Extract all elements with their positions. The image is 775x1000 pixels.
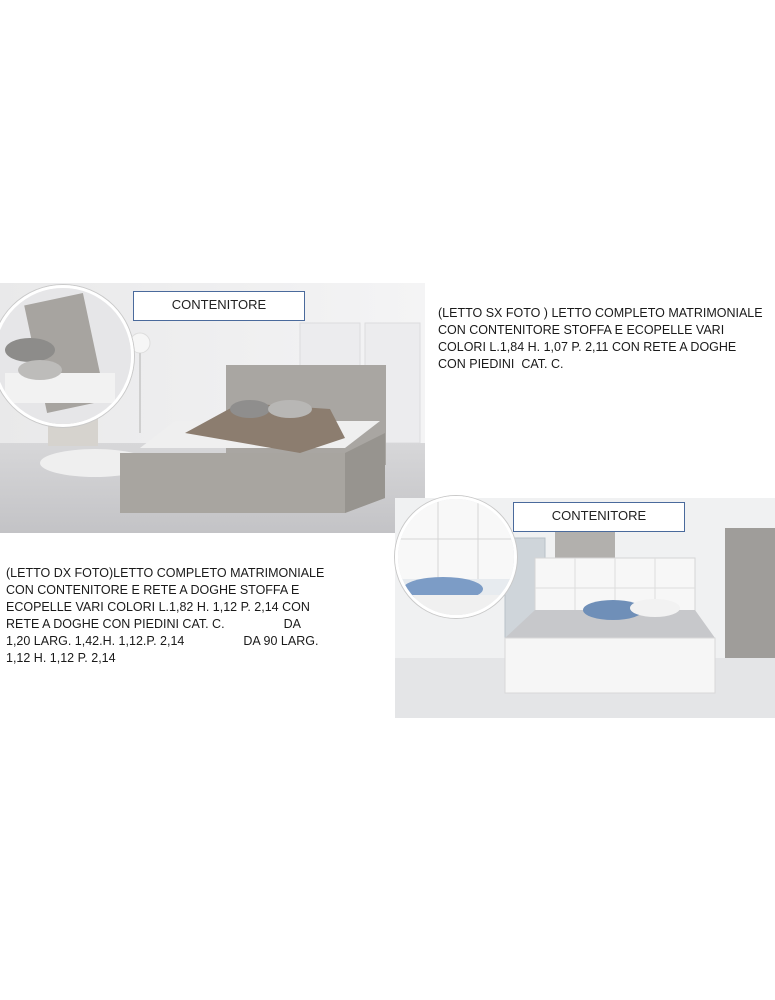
right-bed-label: CONTENITORE (513, 502, 685, 532)
left-bed-label: CONTENITORE (133, 291, 305, 321)
right-bed-detail-inset (395, 496, 517, 618)
right-bed-description: (LETTO DX FOTO)LETTO COMPLETO MATRIMONIALE CON CONTENITORE E RETE A DOGHE STOFFA E ECOPELLE VARI COLORI L.1,82 H. 1,12 P. 2,14 CON RETE A DOGHE CON PIEDINI CAT. C. DA 1,20 LARG. 1,42.H. 1,12.P. 2,14 DA 90 LARG. 1,12 H. 1,12 P. 2,14 (6, 566, 325, 665)
left-bed-description: (LETTO SX FOTO ) LETTO COMPLETO MATRIMONIALE CON CONTENITORE STOFFA E ECOPELLE VARI COLORI L.1,84 H. 1,07 P. 2,11 CON RETE A DOGHE CON PIEDINI CAT. C. (438, 306, 763, 371)
